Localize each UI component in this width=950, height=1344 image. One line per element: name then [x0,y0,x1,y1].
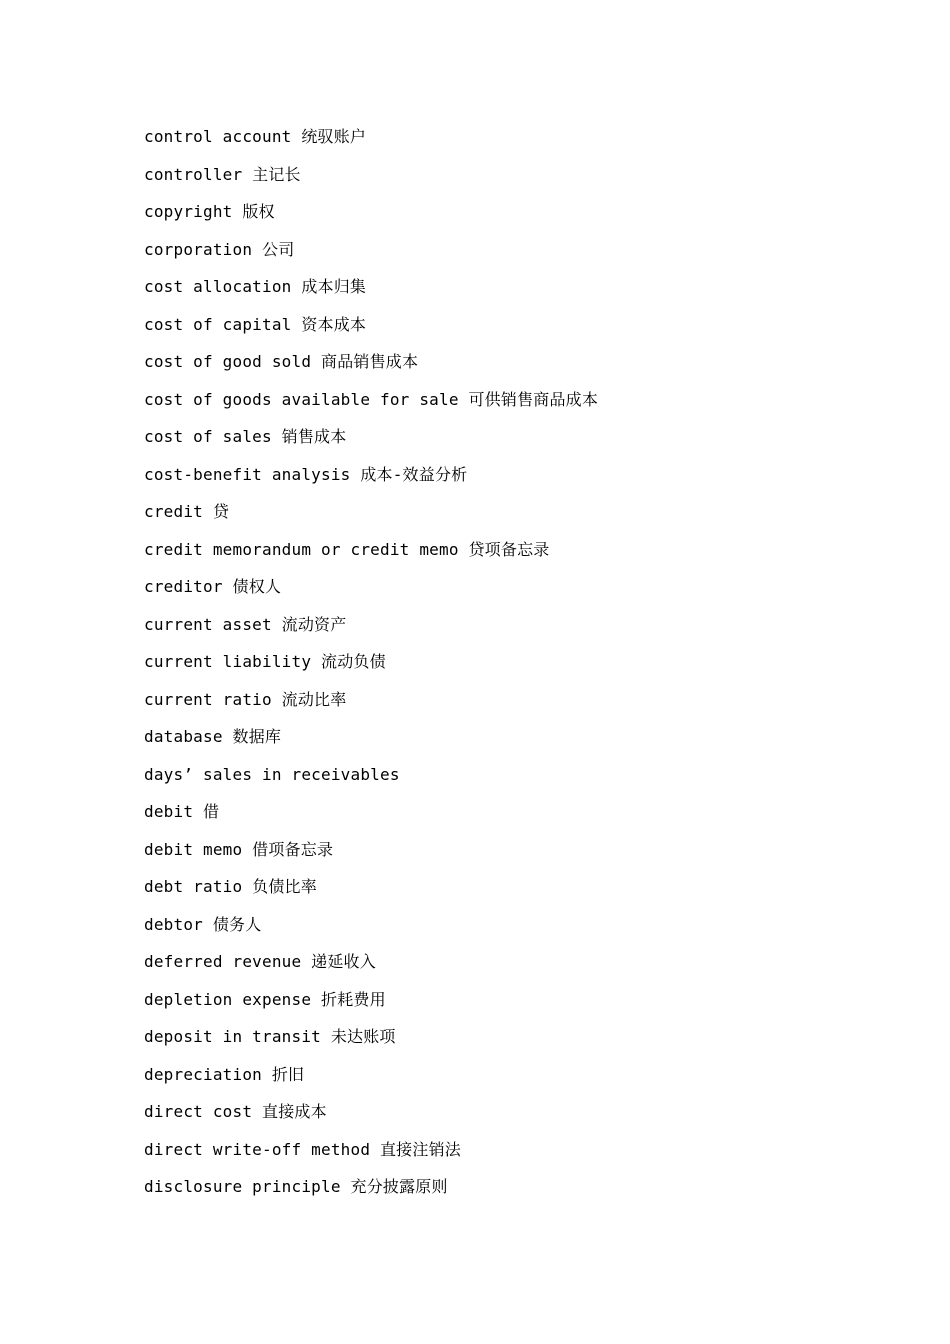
glossary-entry: controller 主记长 [144,164,301,184]
glossary-entry: cost of goods available for sale 可供销售商品成本 [144,389,599,409]
glossary-entry: current ratio 流动比率 [144,689,347,709]
glossary-entry: depletion expense 折耗费用 [144,989,386,1009]
glossary-entry: debit 借 [144,802,220,821]
glossary-entry: cost-benefit analysis 成本-效益分析 [144,464,468,484]
glossary-entry: days’ sales in receivables [144,764,400,784]
glossary-entry: deferred revenue 递延收入 [144,952,376,971]
glossary-entry: cost of sales 销售成本 [144,427,347,446]
glossary-entry: credit memorandum or credit memo 贷项备忘录 [144,539,550,559]
glossary-entry: current liability 流动负债 [144,652,386,671]
glossary-entry: debtor 债务人 [144,914,262,934]
glossary-entry: depreciation 折旧 [144,1064,305,1084]
glossary-entry: debit memo 借项备忘录 [144,839,334,859]
glossary-entry: debt ratio 负债比率 [144,877,317,896]
glossary-entry: direct write-off method 直接注销法 [144,1139,461,1159]
glossary-entry: cost of good sold 商品销售成本 [144,352,419,371]
glossary-entry: copyright 版权 [144,202,275,221]
glossary-entry: current asset 流动资产 [144,614,347,634]
glossary-entry: database 数据库 [144,727,282,746]
glossary-entry: creditor 债权人 [144,577,282,596]
glossary-list [144,118,598,1206]
glossary-entry: corporation 公司 [144,239,295,259]
glossary-entry: credit 贷 [144,502,230,521]
glossary-entry: cost of capital 资本成本 [144,314,367,334]
glossary-entry: deposit in transit 未达账项 [144,1027,396,1046]
glossary-entry: disclosure principle 充分披露原则 [144,1177,448,1196]
glossary-entry: cost allocation 成本归集 [144,277,367,296]
glossary-entry: control account 统驭账户 [144,127,367,146]
glossary-entry: direct cost 直接成本 [144,1102,327,1121]
